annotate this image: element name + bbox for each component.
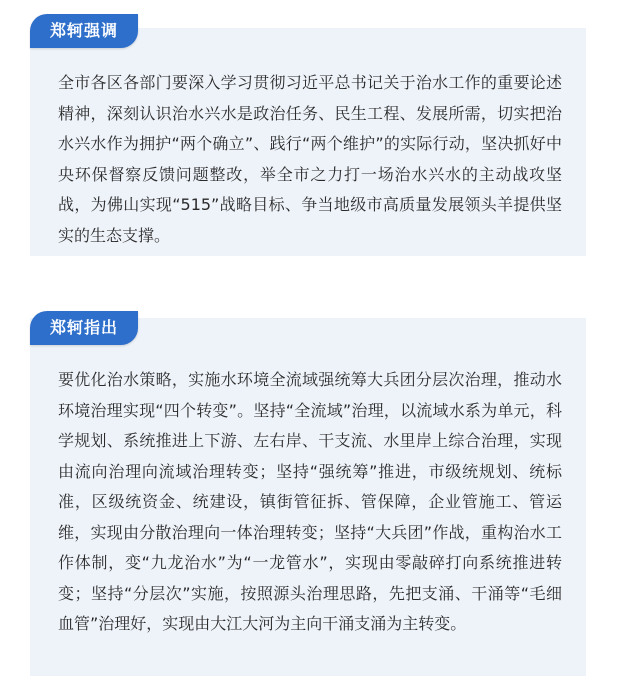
section-tag-pointed-out: 郑轲指出 [30,311,138,345]
section-tag-emphasis: 郑轲强调 [30,14,138,48]
section-text-pointed-out: 要优化治水策略，实施水环境全流域强统筹大兵团分层次治理，推动水环境治理实现“四个转变”。坚持“全流域”治理，以流域水系为单元，科学规划、系统推进上下游、左右岸、干支流、水里岸上综合治理，实现由流向治理向流域治理转变；坚持“强统筹”推进，市级统规划、统标准，区级统资金、统建设，镇街管征拆、管保障，企业管施工、管运维，实现由分散治理向一体治理转变；坚持“大兵团”作战，重构治水工作体制，变“九龙治水”为“一龙管水”，实现由零敲碎打向系统推进转变；坚持“分层次”实施，按照源头治理思路，先把支涌、干涌等“毛细血管”治理好，实现由大江大河为主向干涌支涌为主转变。 [58,370,562,633]
section-text-emphasis: 全市各区各部门要深入学习贯彻习近平总书记关于治水工作的重要论述精神，深刻认识治水兴水是政治任务、民生工程、发展所需，切实把治水兴水作为拥护“两个确立”、践行“两个维护”的实际行动，坚决抓好中央环保督察反馈问题整改，举全市之力打一场治水兴水的主动战攻坚战，为佛山实现“515”战略目标、争当地级市高质量发展领头羊提供坚实的生态支撑。 [58,73,562,245]
